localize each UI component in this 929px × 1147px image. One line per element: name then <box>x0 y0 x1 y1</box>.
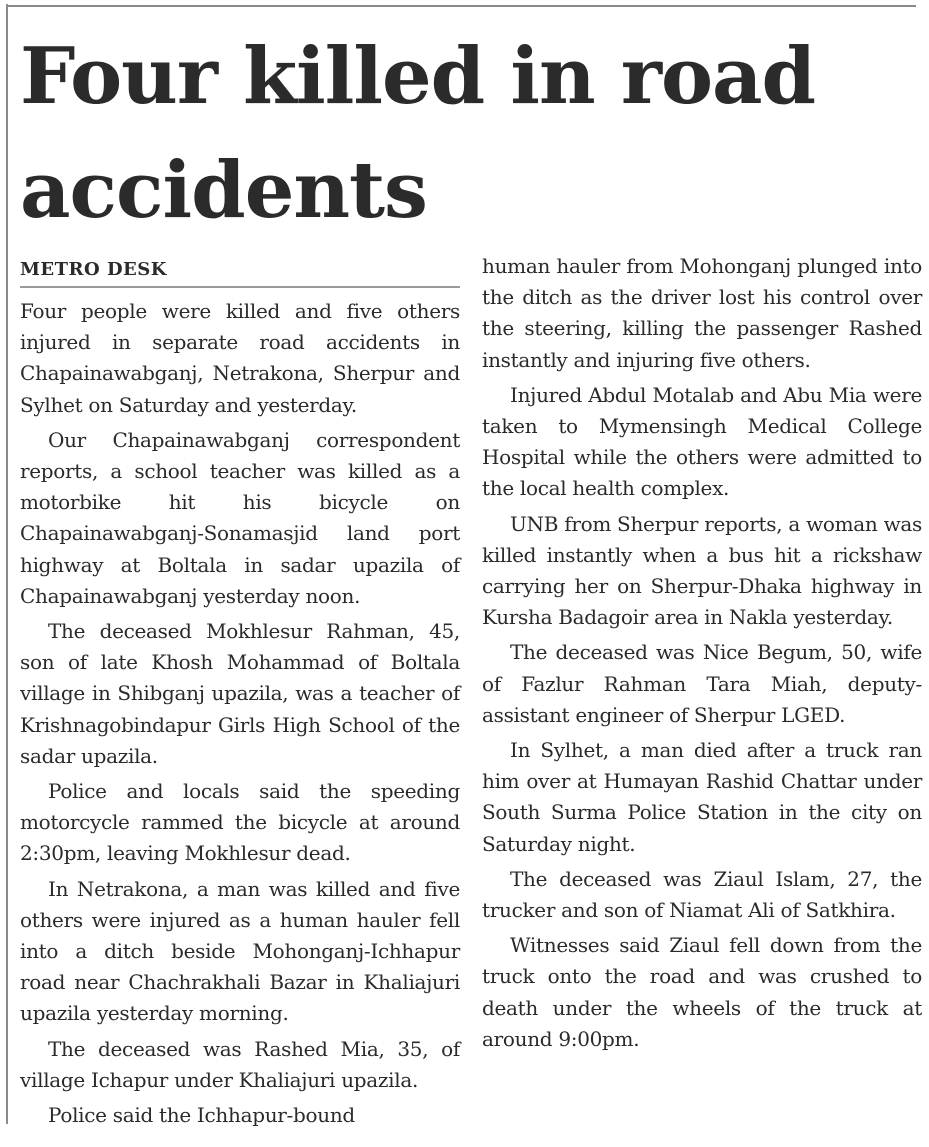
paragraph: The deceased Mokhlesur Rahman, 45, son of late Khosh Mohammad of Boltala village in Shibganj upazila, was a teacher of Krishnagobindapur Girls High School of the sadar upazila. <box>20 619 460 768</box>
article-column-left <box>20 256 460 1135</box>
byline: METRO DESK <box>20 259 167 280</box>
paragraph: In Sylhet, a man died after a truck ran him over at Humayan Rashid Chattar under South Surma Police Station in the city on Saturday night. <box>482 738 922 856</box>
article-headline: Four killed in road accidents <box>20 31 816 236</box>
byline-divider <box>20 286 460 288</box>
paragraph: Four people were killed and five others injured in separate road accidents in Chapainawabganj, Netrakona, Sherpur and Sylhet on Saturday and yesterday. <box>20 299 460 417</box>
paragraph: Police said the Ichhapur-bound <box>48 1103 355 1128</box>
paragraph: Witnesses said Ziaul fell down from the truck onto the road and was crushed to death under the wheels of the truck at around 9:00pm. <box>482 933 922 1051</box>
left-border-rule <box>6 4 8 1124</box>
top-border-rule <box>6 5 916 7</box>
paragraph: In Netrakona, a man was killed and five others were injured as a human hauler fell into a ditch beside Mohonganj-Ichhapur road near Chachrakhali Bazar in Khaliajuri upazila yesterday morning. <box>20 876 460 1026</box>
paragraph: The deceased was Rashed Mia, 35, of village Ichapur under Khaliajuri upazila. <box>20 1036 460 1092</box>
paragraph: human hauler from Mohonganj plunged into the ditch as the driver lost his control over the steering, killing the passenger Rashed instantly and injuring five others. <box>482 254 922 372</box>
paragraph: Injured Abdul Motalab and Abu Mia were taken to Mymensingh Medical College Hospital while the others were admitted to the local health complex. <box>482 382 922 501</box>
paragraph: The deceased was Ziaul Islam, 27, the trucker and son of Niamat Ali of Satkhira. <box>482 866 922 923</box>
paragraph: The deceased was Nice Begum, 50, wife of Fazlur Rahman Tara Miah, deputy-assistant engineer of Sherpur LGED. <box>482 640 922 727</box>
article-column-right <box>482 251 922 1059</box>
paragraph: UNB from Sherpur reports, a woman was killed instantly when a bus hit a rickshaw carrying her on Sherpur-Dhaka highway in Kursha Badagoir area in Nakla yesterday. <box>482 511 922 630</box>
paragraph: Police and locals said the speeding motorcycle rammed the bicycle at around 2:30pm, leaving Mokhlesur dead. <box>20 779 460 866</box>
paragraph: Our Chapainawabganj correspondent reports, a school teacher was killed as a motorbike hit his bicycle on Chapainawabganj-Sonamasjid land port highway at Boltala in sadar upazila of Chapainawabganj yesterday noon. <box>20 427 460 608</box>
